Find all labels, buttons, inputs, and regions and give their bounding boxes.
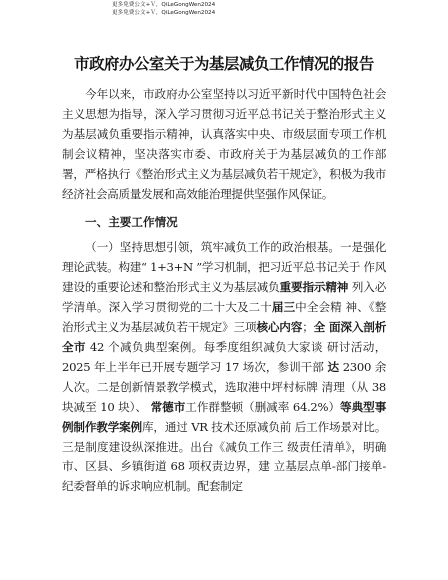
text-segment: 中全会精 神、《整治形式主义为基层减负若干规定》三项	[62, 300, 387, 335]
document-title: 市政府办公室关于为基层减负工作情况的报告	[74, 55, 374, 73]
bold-text-segment: 届三	[271, 300, 296, 315]
header-note-2: 更多免费公文+Ｖ，QiLeGongWen2024	[112, 10, 216, 16]
intro-paragraph: 今年以来，市政府办公室坚持以习近平新时代中国特色社会主义思想为指导，深入学习贯彻习近平总书记关于整治形式主义为基层减负重要指示精神，认真落实中央、市级层面专项工作机制会议精神，坚决落实市委、市政府关于为基层减负的工作部署，严格执行《整治形式主义为基层减负若干规定》，积极为我市经济社会高质量发展和高效能治理提供坚强作风保证。	[62, 87, 386, 201]
section-heading: 一、主要工作情况	[85, 215, 178, 230]
bold-text-segment: 等典型事例制作教学案例	[62, 399, 386, 434]
text-segment: 工作群整顿（删减率 64.2%）	[185, 399, 341, 414]
bold-text-segment: 常德市	[150, 399, 186, 414]
section-body-paragraph	[62, 238, 386, 497]
text-segment: 2300 余人次。二是创新情景教学模式，选取港中坪村标牌 清理（从 38 块减至 10 块）、	[62, 359, 386, 414]
text-segment: 列入必学清单。深入学习贯彻党的二十大及二十	[62, 280, 386, 315]
bold-text-segment: 全 面深入剖析全市	[62, 320, 386, 354]
text-segment: （一）坚持思想引领，筑牢减负工作的政治根基。一是强化理论武装。构建“ 1+3+N ”学习机制，把习近平总书记关于 作风建设的重要论述和整治形式主义为基层减负	[62, 240, 386, 295]
header-watermark	[112, 1, 215, 17]
bold-text-segment: 核心内容	[256, 320, 303, 335]
text-segment: 42 个减负典型案例。每季度组织减负大家谈 研讨活动，2025 年上半年已开展专题学习 17 场次，参训干部	[62, 339, 386, 374]
bold-text-segment: 重要指示精神	[279, 280, 349, 295]
header-note-1: 更多免费公文+Ｖ，QiLeGongWen2024	[112, 2, 216, 8]
text-segment: 库，通过 VR 技术还原减负前 后工作场景对比。三是制度建设纵深推进。出台《减负工作三 级责任清单》，明确市、区县、乡镇街道 68 项权责边界，建 立基层点单-部门接单-纪委督单的诉求响应机制。配套制定	[62, 419, 386, 494]
bold-text-segment: 达	[327, 359, 340, 374]
document-page	[62, 49, 386, 497]
text-segment: ；	[302, 320, 314, 335]
